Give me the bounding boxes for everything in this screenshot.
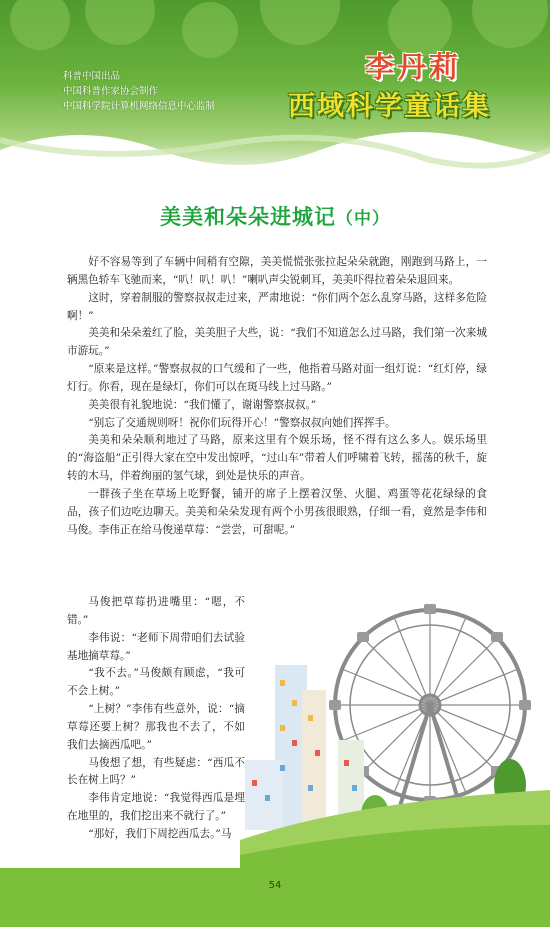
city-buildings: [245, 665, 364, 830]
story-paragraph: 马俊想了想，有些疑虑：“西瓜不长在树上吗？”: [67, 756, 245, 787]
story-paragraph: “我不去。”马俊颇有顾虑，“我可不会上树。”: [67, 667, 245, 698]
footer-band: [0, 868, 550, 927]
credit-line: 中国科普作家协会制作: [63, 86, 159, 97]
story-paragraph: “别忘了交通规则呀！祝你们玩得开心！”警察叔叔向她们挥挥手。: [88, 416, 396, 429]
story-paragraph: “那好，我们下周挖西瓜去。”马: [88, 827, 232, 840]
story-title: [0, 201, 550, 231]
page-header: [0, 0, 550, 185]
credit-line: 科普中国出品: [63, 71, 121, 82]
story-paragraph: 好不容易等到了车辆中间稍有空隙，美美慌慌张张拉起朵朵就跑，刚跑到马路上，一辆黑色轿车飞驰而来，“叭！叭！叭！”喇叭声尖锐刺耳，美美吓得拉着朵朵退回来。: [67, 256, 487, 286]
story-paragraph: 这时，穿着制服的警察叔叔走过来，严肃地说：“你们两个怎么乱穿马路，这样多危险啊！”: [67, 291, 487, 322]
series-subtitle: 西域科学童话集: [288, 91, 491, 122]
story-paragraph: 美美和朵朵顺利地过了马路，原来这里有个娱乐场，怪不得有这么多人。娱乐场里的“海盗船”正引得大家在空中发出惊呼，“过山车”带着人们呼啸着飞转，摇荡的秋千，旋转的木马，伴着绚丽的氢气球，到处是快乐的声音。: [67, 434, 487, 483]
story-paragraph: 李伟肯定地说：“我觉得西瓜是埋在地里的，我们挖出来不就行了。”: [67, 792, 245, 823]
story-paragraph: 一群孩子坐在草场上吃野餐，铺开的席子上摆着汉堡、火腿、鸡蛋等花花绿绿的食品，孩子们边吃边聊天。美美和朵朵发现有两个小男孩很眼熟，仔细一看，竟然是李伟和马俊。李伟正在给马俊递草莓：“尝尝，可甜呢。”: [67, 487, 487, 536]
story-title-part: （中）: [336, 209, 390, 229]
story-paragraph: “上树？”李伟有些意外，说：“摘草莓还要上树？那我也不去了，不如我们去摘西瓜吧。”: [67, 703, 245, 751]
credit-line: 中国科学院计算机网络信息中心监制: [63, 101, 216, 112]
publisher-credits: [63, 69, 215, 114]
page-number: 54: [268, 880, 282, 891]
story-paragraph: 李伟说：“老师下周带咱们去试验基地摘草莓。”: [67, 631, 245, 662]
series-author-title: 李丹莉: [365, 50, 462, 84]
story-paragraph: 美美和朵朵羞红了脸，美美胆子大些，说：“我们不知道怎么过马路，我们第一次来城市游玩。”: [67, 327, 487, 358]
story-paragraph: “原来是这样。”警察叔叔的口气缓和了一些，他指着马路对面一组灯说：“红灯停，绿灯行。你看，现在是绿灯，你们可以在斑马线上过马路。”: [67, 363, 487, 393]
story-body-narrow: [67, 594, 245, 844]
story-title-main: 美美和朵朵进城记: [160, 205, 336, 229]
story-paragraph: 美美很有礼貌地说：“我们懂了，谢谢警察叔叔。”: [88, 398, 317, 411]
ferris-wheel-city-illustration: [240, 590, 550, 875]
story-paragraph: 马俊把草莓扔进嘴里：“嗯，不错。”: [67, 596, 245, 626]
story-body: [67, 254, 487, 540]
